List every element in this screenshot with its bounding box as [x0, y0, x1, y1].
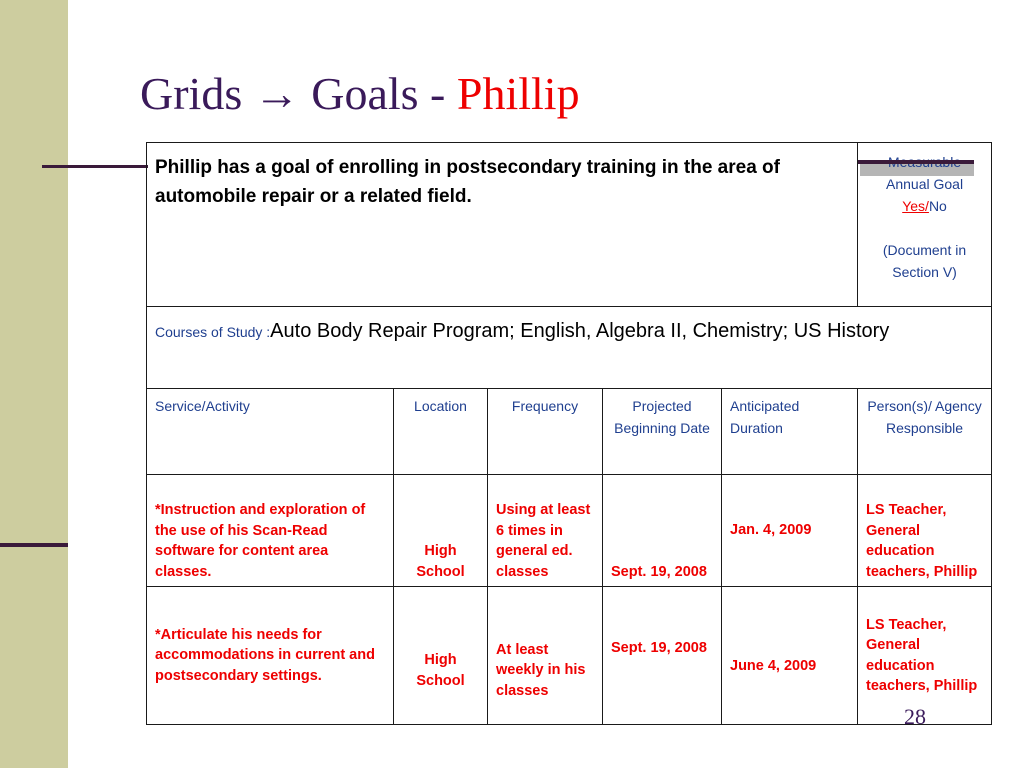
row-service: *Instruction and exploration of the use of his Scan-Read software for content area classes.: [147, 475, 394, 587]
goals-grid: [146, 142, 992, 725]
no-option: No: [928, 198, 947, 214]
row-person: LS Teacher, General education teachers, Phillip: [858, 475, 992, 587]
slide-title-main: Grids → Goals -: [140, 68, 457, 119]
row-begin-date: Sept. 19, 2008: [603, 587, 722, 725]
header-frequency: Frequency: [488, 389, 603, 475]
row-person: LS Teacher, General education teachers, Phillip: [858, 587, 992, 725]
courses-text: Auto Body Repair Program; English, Algebra II, Chemistry; US History: [270, 320, 890, 342]
slide-title-accent: Phillip: [456, 68, 580, 119]
decorative-rule-right: [858, 160, 974, 164]
table-row: [147, 475, 992, 587]
page-number: 28: [904, 704, 926, 729]
decorative-side-bar: [0, 0, 68, 768]
row-duration: June 4, 2009: [722, 587, 858, 725]
measurable-label-2: Annual Goal: [886, 176, 964, 192]
measurable-goal-cell: [858, 143, 992, 307]
decorative-side-line: [0, 543, 68, 547]
row-begin-date: Sept. 19, 2008: [603, 475, 722, 587]
row-location: High School: [394, 587, 488, 725]
courses-label: Courses of Study :: [155, 324, 271, 340]
slide-title: [140, 66, 580, 122]
document-note-1: (Document in: [882, 242, 967, 258]
header-begin-date: Projected Beginning Date: [603, 389, 722, 475]
goal-row: [147, 143, 992, 307]
header-location: Location: [394, 389, 488, 475]
header-person: Person(s)/ Agency Responsible: [858, 389, 992, 475]
header-duration: Anticipated Duration: [722, 389, 858, 475]
row-service: *Articulate his needs for accommodations in current and postsecondary settings.: [147, 587, 394, 725]
table-row: [147, 587, 992, 725]
header-service: Service/Activity: [147, 389, 394, 475]
row-frequency: At least weekly in his classes: [488, 587, 603, 725]
header-row: [147, 389, 992, 475]
row-location: High School: [394, 475, 488, 587]
document-note-2: Section V): [892, 264, 957, 280]
yes-no: [862, 195, 987, 217]
courses-of-study: [147, 307, 992, 389]
decorative-rule-left: [42, 165, 148, 168]
row-frequency: Using at least 6 times in general ed. classes: [488, 475, 603, 587]
yes-option: Yes/: [902, 198, 929, 214]
row-duration: Jan. 4, 2009: [722, 475, 858, 587]
courses-row: [147, 307, 992, 389]
goal-statement: Phillip has a goal of enrolling in postsecondary training in the area of automobile repair or a related field.: [147, 143, 858, 307]
